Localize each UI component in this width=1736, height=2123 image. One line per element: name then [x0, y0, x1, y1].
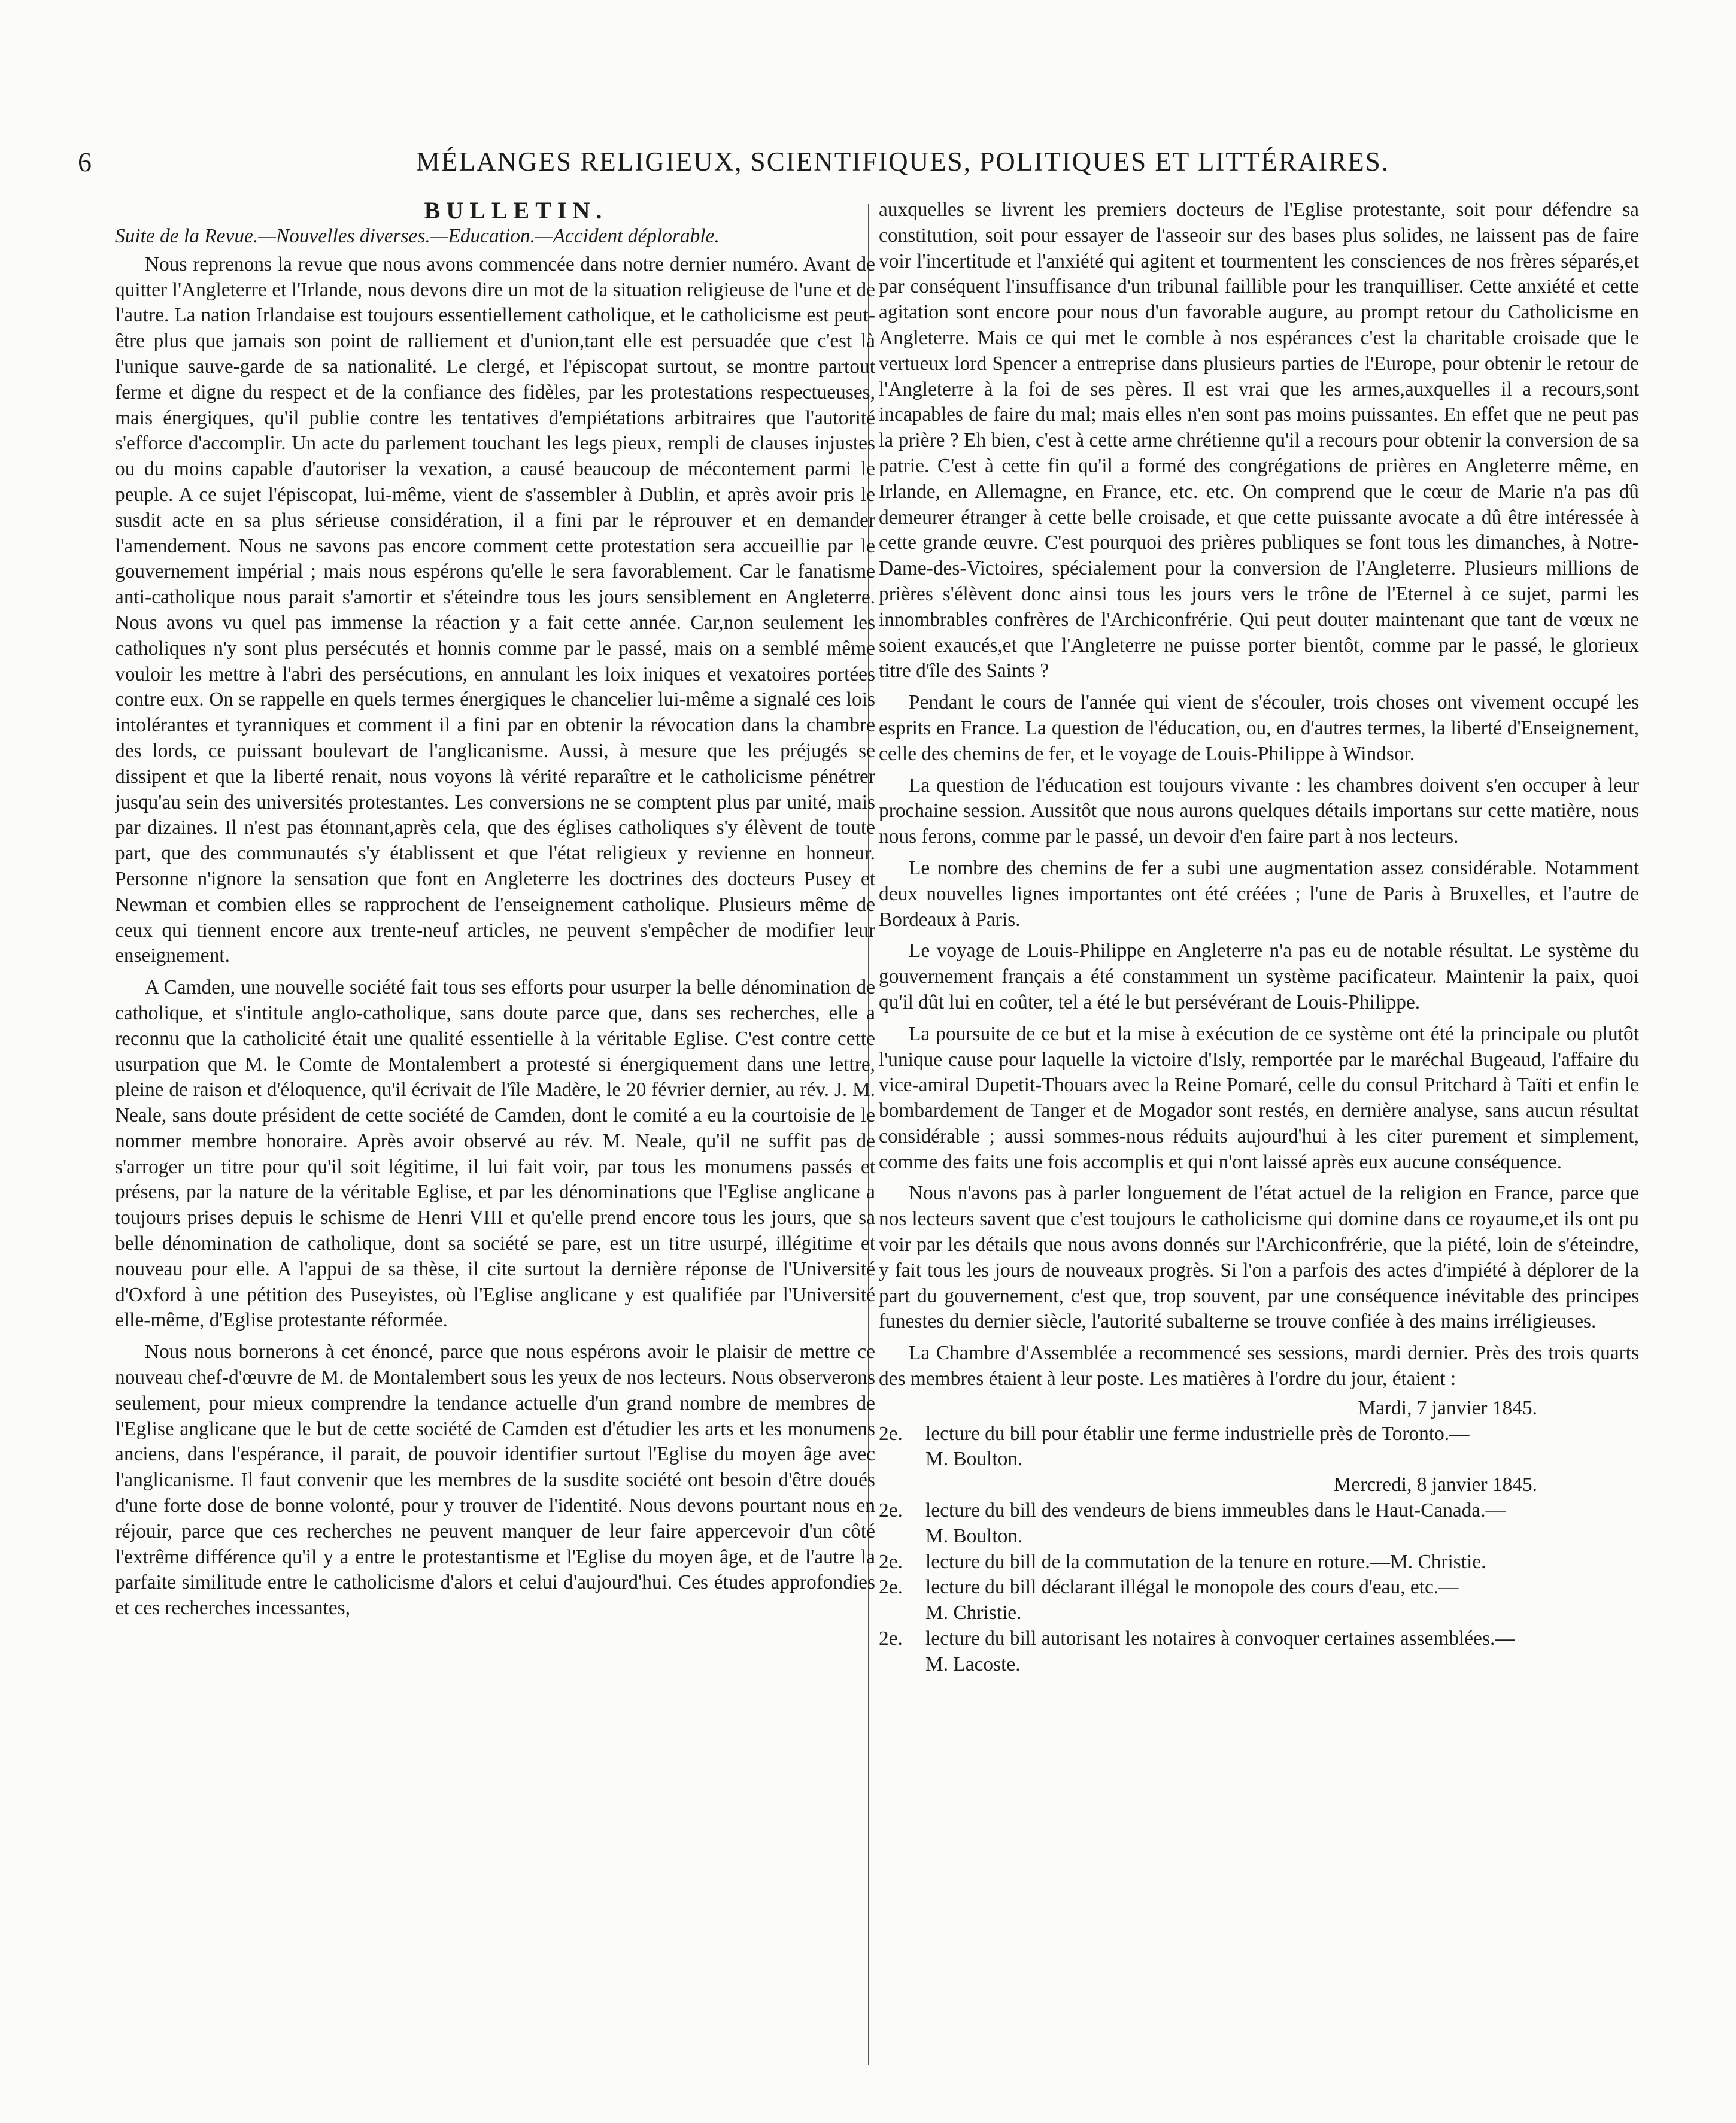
page-header — [78, 146, 1652, 188]
bill-text: lecture du bill pour établir une ferme industrielle près de Toronto.— — [925, 1422, 1470, 1445]
running-head: MÉLANGES RELIGIEUX, SCIENTIFIQUES, POLITIQUES ET LITTÉRAIRES. — [416, 147, 1390, 177]
schedule-item — [879, 1575, 1639, 1600]
page-number: 6 — [78, 147, 92, 177]
schedule-item — [879, 1550, 1639, 1575]
schedule-date: Mardi, 7 janvier 1845. — [1358, 1396, 1537, 1419]
right-column — [879, 198, 1639, 2089]
reading-number: 2e. — [879, 1499, 903, 1522]
bulletin-title: BULLETIN. — [424, 198, 608, 224]
bill-mover: M. Christie. — [925, 1602, 1022, 1624]
schedule-item — [879, 1498, 1639, 1524]
article-paragraph: Nous nous bornerons à cet énoncé, parce que nous espérons avoir le plaisir de mettre ce nouveau chef-d'œuvre de M. de Montalembert sous les yeux de nos lecteurs. Nous observerons seulement, pour mieux comprendre la tendance actuelle d'un grand nombre de membres de l'Eglise anglicane que le but de cette société de Camden est d'étudier les arts et les monumens anciens, dans l'espérance, il parait, de pouvoir identifier surtout l'Eglise du moyen âge avec l'anglicanisme. Il faut convenir que les membres de la susdite société ont besoin d'être doués d'une forte dose de bonne volonté, pour y trouver de l'identité. Nous devons pourtant nous en réjouir, parce que ces recherches ne peuvent manquer de leur faire appercevoir d'un côté l'extrême différence qu'il y a entre le protestantisme et l'Eglise du moyen âge, et de l'autre la parfaite similitude entre le catholicisme d'alors et celui d'aujourd'hui. Ces études approfondies et ces recherches incessantes, — [115, 1341, 875, 1620]
reading-number: 2e. — [879, 1550, 903, 1573]
bill-mover: M. Boulton. — [925, 1524, 1023, 1547]
bill-text: lecture du bill des vendeurs de biens immeubles dans le Haut-Canada.— — [925, 1499, 1506, 1522]
article-paragraph: A Camden, une nouvelle société fait tous ses efforts pour usurper la belle dénomination de catholique, et s'intitule anglo-catholique, sans doute parce que, dans ses recherches, elle a reconnu que la catholicité était une qualité essentielle à la véritable Eglise. C'est contre cette usurpation que M. le Comte de Montalembert a protesté si énergiquement dans une lettre, pleine de raison et d'éloquence, qu'il écrivait de l'île Madère, le 20 février dernier, au rév. J. M. Neale, sans doute président de cette société de Camden, dont le comité a eu la courtoisie de le nommer membre honoraire. Après avoir observé au rév. M. Neale, qu'il ne suffit pas de s'arroger un titre pour qu'il soit légitime, il lui fait voir, par tous les monumens passés et présens, par la nature de la véritable Eglise, et par les dénominations que l'Eglise anglicane a toujours prises depuis le schisme de Henri VIII et qu'elle prend encore tous les jours, que sa belle dénomination de catholique, dont sa société se pare, est un titre usurpé, illégitime et nouveau pour elle. A l'appui de sa thèse, il cite surtout la dernière réponse de l'Université d'Oxford à une pétition des Puseyistes, où l'Eglise anglicane y est qualifiée par l'Université elle-même, d'Eglise protestante réformée. — [115, 976, 875, 1332]
bill-text: lecture du bill autorisant les notaires à convoquer certaines assemblées.— — [925, 1627, 1515, 1650]
article-paragraph: La poursuite de ce but et la mise à exécution de ce système ont été la principale ou plutôt l'unique cause pour laquelle la victoire d'Isly, remportée par le maréchal Bugeaud, l'affaire du vice-amiral Dupetit-Thouars avec la Reine Pomaré, celle du consul Pritchard à Taïti et enfin le bombardement de Tanger et de Mogador sont restés, en dernière analyse, sans aucun résultat considérable ; aussi sommes-nous réduits aujourd'hui à les citer purement et simplement, comme des faits une fois accomplis et qui n'ont laissé après eux aucune conséquence. — [879, 1022, 1639, 1173]
reading-number: 2e. — [879, 1576, 903, 1599]
article-paragraph: auxquelles se livrent les premiers docteurs de l'Eglise protestante, soit pour défendre sa constitution, soit pour essayer de l'asseoir sur des bases plus solides, ne laissent pas de faire voir l'incertitude et l'anxiété qui agitent et tourmentent les consciences de nos frères séparés,et par conséquent l'insuffisance d'un tribunal faillible pour les tranquilliser. Cette anxiété et cette agitation sont encore pour nous d'un favorable augure, au prompt retour du Catholicisme en Angleterre. Mais ce qui met le comble à nos espérances c'est la charitable croisade que le vertueux lord Spencer a entreprise dans plusieurs parties de l'Europe, pour obtenir le retour de l'Angleterre à la foi de ses pères. Il est vrai que les armes,auxquelles il a recours,sont incapables de faire du mal; mais elles n'en sont pas moins puissantes. En effet que ne peut pas la prière ? Eh bien, c'est à cette arme chrétienne qu'il a recours pour obtenir la conversion de sa patrie. C'est à cette fin qu'il a formé des congrégations de prières en Angleterre même, en Irlande, en Allemagne, en France, etc. etc. On comprend que le cœur de Marie n'a pas dû demeurer étranger à cette belle croisade, et que cette puissante avocate a dû être intéressée à cette grande œuvre. C'est pourquoi des prières publiques se font tous les dimanches, à Notre-Dame-des-Victoires, spécialement pour la conversion de l'Angleterre. Plusieurs millions de prières s'élèvent donc ainsi tous les jours vers le trône de l'Eternel à ce sujet, parmi les innombrables confrères de l'Archiconfrérie. Qui peut douter maintenant que tant de vœux ne soient exaucés,et que l'Angleterre ne puisse porter bientôt, comme par le passé, le glorieux titre d'île des Saints ? — [879, 199, 1639, 682]
article-paragraph: Nous reprenons la revue que nous avons commencée dans notre dernier numéro. Avant de quitter l'Angleterre et l'Irlande, nous devons dire un mot de la situation religieuse de l'une et de l'autre. La nation Irlandaise est toujours essentiellement catholique, et le catholicisme est peut-être plus que jamais son point de ralliement et d'union,tant elle est persuadée que c'est là l'unique sauve-garde de sa nationalité. Le clergé, et l'épiscopat surtout, se montre partout ferme et digne du respect et de la confiance des fidèles, par les protestations respectueuses, mais énergiques, qu'il publie contre les tentatives d'empiétations arbitraires que l'autorité s'efforce d'accomplir. Un acte du parlement touchant les legs pieux, rempli de clauses injustes ou du moins capable d'autoriser la vexation, a causé beaucoup de mécontement parmi le peuple. A ce sujet l'épiscopat, lui-même, vient de s'assembler à Dublin, et après avoir pris le susdit acte en sa plus sérieuse considération, il a fini par le réprouver et en demander l'amendement. Nous ne savons pas encore comment cette protestation sera accueillie par le gouvernement impérial ; mais nous espérons qu'elle le sera favorablement. Car le fanatisme anti-catholique nous parait s'amortir et s'éteindre tous les jours sensiblement en Angleterre. Nous avons vu quel pas immense la réaction y a fait cette année. Car,non seulement les catholiques n'y sont plus persécutés et honnis comme par le passé, mais on a semblé même vouloir les mettre à l'abri des persécutions, en annulant les loix iniques et vexatoires portées contre eux. On se rappelle en quels termes énergiques le chancelier lui-même a signalé ces lois intolérantes et tyranniques et comment il a fini par en obtenir la révocation dans la chambre des lords, ce puissant boulevart de l'anglicanisme. Aussi, à mesure que les préjugés se dissipent et que la liberté renait, nous voyons là vérité reparaître et le catholicisme pénétrer jusqu'au sein des universités protestantes. Les conversions ne se comptent plus par unité, mais par dizaines. Il n'est pas étonnant,après cela, que des églises catholiques s'y élèvent de toute part, que des communautés s'y établissent et que l'état religieux y revienne en honneur. Personne n'ignore la sensation que font en Angleterre les doctrines des docteurs Pusey et Newman et combien elles se rapprochent de l'enseignement catholique. Plusieurs même de ceux qui tiennent encore aux trente-neuf articles, ne peuvent s'empêcher de modifier leur enseignement. — [115, 253, 875, 967]
article-paragraph: Le voyage de Louis-Philippe en Angleterre n'a pas eu de notable résultat. Le système du gouvernement français a été constamment un système pacificateur. Maintenir la paix, quoi qu'il dût lui en coûter, tel a été le but persévérant de Louis-Philippe. — [879, 940, 1639, 1013]
schedule-date: Mercredi, 8 janvier 1845. — [1333, 1474, 1537, 1496]
article-paragraph: Nous n'avons pas à parler longuement de l'état actuel de la religion en France, parce que nos lecteurs savent que c'est toujours le catholicisme qui domine dans ce royaume,et ils ont pu voir par les détails que nous avons donnés sur l'Archiconfrérie, que la piété, loin de s'éteindre, y fait tous les jours de nouveaux progrès. Si l'on a parfois des actes d'impiété à déplorer de la part du gouvernement, c'est que, trop souvent, par une conséquence inévitable des principes funestes du dernier siècle, l'autorité subalterne se trouve confiée à des mains irréligieuses. — [879, 1182, 1639, 1333]
schedule-item — [879, 1626, 1639, 1652]
article-paragraph: La Chambre d'Assemblée a recommencé ses sessions, mardi dernier. Près des trois quarts des membres étaient à leur poste. Les matières à l'ordre du jour, étaient : — [879, 1342, 1639, 1390]
article-paragraph: Le nombre des chemins de fer a subi une augmentation assez considérable. Notamment deux nouvelles lignes importantes ont été créées ; l'une de Paris à Bruxelles, et l'autre de Bordeaux à Paris. — [879, 857, 1639, 931]
reading-number: 2e. — [879, 1422, 903, 1445]
article-paragraph: La question de l'éducation est toujours vivante : les chambres doivent s'en occuper à leur prochaine session. Aussitôt que nous aurons quelques détails importans sur cette matière, nous nous ferons, comme par le passé, un devoir d'en faire part à nos lecteurs. — [879, 774, 1639, 848]
bill-mover: M. Boulton. — [925, 1448, 1023, 1471]
order-of-the-day — [879, 1396, 1639, 1678]
bill-text: lecture du bill de la commutation de la tenure en roture.—M. Christie. — [925, 1550, 1486, 1573]
schedule-item — [879, 1422, 1639, 1447]
left-column — [115, 198, 875, 2089]
bill-text: lecture du bill déclarant illégal le monopole des cours d'eau, etc.— — [925, 1576, 1459, 1599]
article-paragraph: Pendant le cours de l'année qui vient de s'écouler, trois choses ont vivement occupé les esprits en France. La question de l'éducation, ou, en d'autres termes, la liberté d'Enseignement, celle des chemins de fer, et le voyage de Louis-Philippe à Windsor. — [879, 691, 1639, 765]
bulletin-subtitle: Suite de la Revue.—Nouvelles diverses.—Education.—Accident déplorable. — [115, 225, 720, 247]
reading-number: 2e. — [879, 1627, 903, 1650]
bill-mover: M. Lacoste. — [925, 1653, 1021, 1675]
